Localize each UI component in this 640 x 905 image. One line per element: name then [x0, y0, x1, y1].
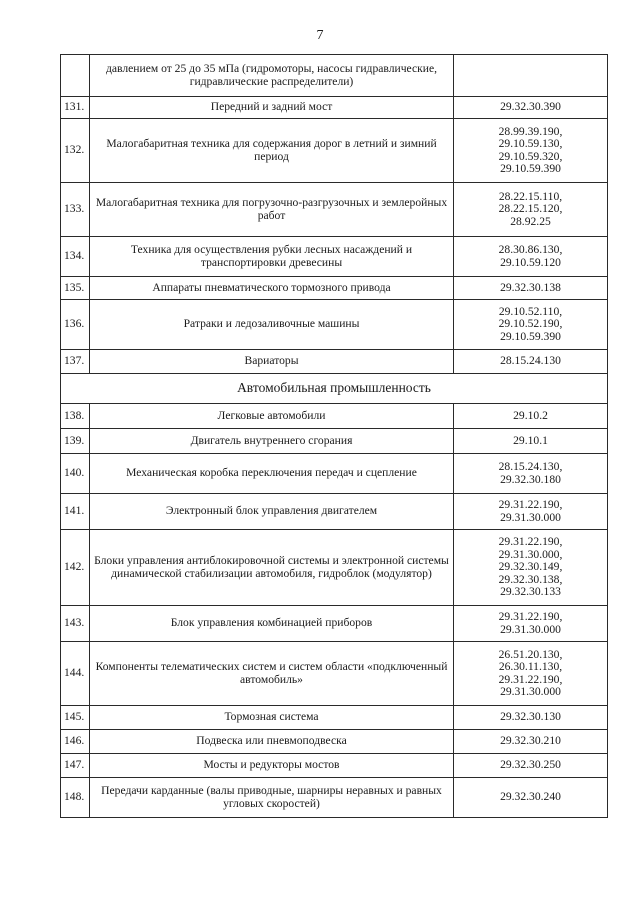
okpd-code: 29.32.30.390 [500, 100, 561, 114]
okpd-code: 29.32.30.250 [500, 758, 561, 772]
table-row [61, 494, 608, 530]
row-number: 140. [61, 454, 90, 494]
table-body-section [61, 374, 608, 404]
okpd-code: 28.15.24.130, [498, 460, 563, 473]
row-name: Электронный блок управления двигателем [90, 494, 454, 530]
row-name: Блок управления комбинацией приборов [90, 606, 454, 642]
row-name: Блоки управления антиблокировочной системы и электронной системы динамической стабилизации автомобиля, гидроблок (модулятор) [90, 530, 454, 606]
table-row [61, 642, 608, 706]
row-name: Малогабаритная техника для содержания дорог в летний и зимний период [90, 119, 454, 183]
okpd-code: 29.31.22.190, [498, 498, 563, 511]
okpd-code: 29.31.30.000 [500, 622, 561, 636]
row-number: 132. [61, 119, 90, 183]
row-codes [454, 778, 608, 818]
row-codes [454, 350, 608, 374]
table-row [61, 350, 608, 374]
okpd-code: 28.99.39.190, [498, 124, 563, 138]
row-name: Двигатель внутреннего сгорания [90, 429, 454, 454]
okpd-code: 26.51.20.130, [498, 647, 563, 661]
row-number: 146. [61, 730, 90, 754]
table-body-top [61, 55, 608, 97]
section-title: Автомобильная промышленность [61, 374, 608, 404]
row-name: Тормозная система [90, 706, 454, 730]
row-codes [454, 404, 608, 429]
row-name: давлением от 25 до 35 мПа (гидромоторы, насосы гидравлические, гидравлические распределители) [90, 55, 454, 97]
okpd-code: 29.31.22.190, [498, 610, 563, 623]
row-number: 145. [61, 706, 90, 730]
table-row [61, 300, 608, 350]
row-codes [454, 55, 608, 97]
okpd-code: 29.31.30.000 [500, 510, 561, 524]
okpd-code: 28.15.24.130 [500, 354, 561, 368]
okpd-code: 29.10.52.110, [498, 304, 563, 318]
row-codes [454, 454, 608, 494]
row-codes [454, 730, 608, 754]
okpd-code: 26.30.11.130, [498, 660, 563, 673]
okpd-code: 29.10.59.130, [498, 137, 563, 150]
table-row [61, 754, 608, 778]
okpd-code: 29.10.59.390 [500, 162, 561, 175]
row-number: 137. [61, 350, 90, 374]
row-number: 135. [61, 277, 90, 300]
okpd-code: 29.10.2 [513, 408, 548, 422]
okpd-code: 29.32.30.240 [500, 790, 561, 804]
okpd-code: 28.22.15.120, [498, 202, 563, 216]
row-name: Аппараты пневматического тормозного привода [90, 277, 454, 300]
row-codes [454, 429, 608, 454]
row-name: Передний и задний мост [90, 97, 454, 119]
row-codes [454, 237, 608, 277]
okpd-code: 28.22.15.110, [498, 189, 563, 203]
row-number: 147. [61, 754, 90, 778]
row-name: Малогабаритная техника для погрузочно-разгрузочных и землеройных работ [90, 183, 454, 237]
okpd-code: 29.31.30.000 [500, 685, 561, 698]
okpd-code: 29.31.22.190, [498, 535, 563, 549]
okpd-code: 29.32.30.138, [498, 572, 563, 586]
row-codes [454, 754, 608, 778]
row-name: Передачи карданные (валы приводные, шарниры неравных и равных угловых скоростей) [90, 778, 454, 818]
table-row [61, 277, 608, 300]
row-number: 134. [61, 237, 90, 277]
row-codes [454, 706, 608, 730]
table-row [61, 183, 608, 237]
table-row [61, 429, 608, 454]
row-number: 131. [61, 97, 90, 119]
row-codes [454, 642, 608, 706]
row-number: 136. [61, 300, 90, 350]
okpd-code: 29.31.30.000, [498, 547, 563, 561]
section-row [61, 374, 608, 404]
table-row [61, 606, 608, 642]
table-row [61, 119, 608, 183]
row-codes [454, 300, 608, 350]
row-name: Мосты и редукторы мостов [90, 754, 454, 778]
row-number: 144. [61, 642, 90, 706]
row-codes [454, 530, 608, 606]
row-number: 143. [61, 606, 90, 642]
table-row [61, 97, 608, 119]
table-body-group2 [61, 404, 608, 818]
table-row [61, 730, 608, 754]
row-name: Компоненты телематических систем и систем области «подключенный автомобиль» [90, 642, 454, 706]
table-body-group1 [61, 97, 608, 374]
table-row [61, 404, 608, 429]
okpd-code: 28.92.25 [510, 214, 551, 228]
row-name: Ратраки и ледозаливочные машины [90, 300, 454, 350]
row-number: 138. [61, 404, 90, 429]
product-table [60, 54, 608, 818]
row-number: 142. [61, 530, 90, 606]
okpd-code: 29.10.59.390 [500, 329, 561, 343]
row-name: Вариаторы [90, 350, 454, 374]
table-row [61, 778, 608, 818]
table-row [61, 55, 608, 97]
table-row [61, 454, 608, 494]
row-name: Техника для осуществления рубки лесных насаждений и транспортировки древесины [90, 237, 454, 277]
row-number: 148. [61, 778, 90, 818]
okpd-code: 29.32.30.210 [500, 734, 561, 748]
row-number: 139. [61, 429, 90, 454]
row-name: Легковые автомобили [90, 404, 454, 429]
row-codes [454, 183, 608, 237]
okpd-code: 29.32.30.133 [500, 585, 561, 599]
okpd-code: 29.10.1 [513, 433, 548, 447]
row-number [61, 55, 90, 97]
okpd-code: 28.30.86.130, [498, 243, 563, 256]
okpd-code: 29.10.59.120 [500, 255, 561, 269]
row-codes [454, 277, 608, 300]
okpd-code: 29.32.30.180 [500, 472, 561, 486]
table-row [61, 530, 608, 606]
row-number: 141. [61, 494, 90, 530]
table-row [61, 706, 608, 730]
row-codes [454, 606, 608, 642]
okpd-code: 29.32.30.130 [500, 710, 561, 724]
row-codes [454, 494, 608, 530]
okpd-code: 29.32.30.138 [500, 280, 561, 294]
table-row [61, 237, 608, 277]
row-number: 133. [61, 183, 90, 237]
okpd-code: 29.31.22.190, [498, 672, 563, 686]
row-name: Механическая коробка переключения передач и сцепление [90, 454, 454, 494]
row-name: Подвеска или пневмоподвеска [90, 730, 454, 754]
page-number: 7 [316, 28, 324, 43]
okpd-code: 29.10.52.190, [498, 317, 563, 331]
row-codes [454, 119, 608, 183]
okpd-code: 29.10.59.320, [498, 149, 563, 163]
okpd-code: 29.32.30.149, [498, 560, 563, 574]
row-codes [454, 97, 608, 119]
